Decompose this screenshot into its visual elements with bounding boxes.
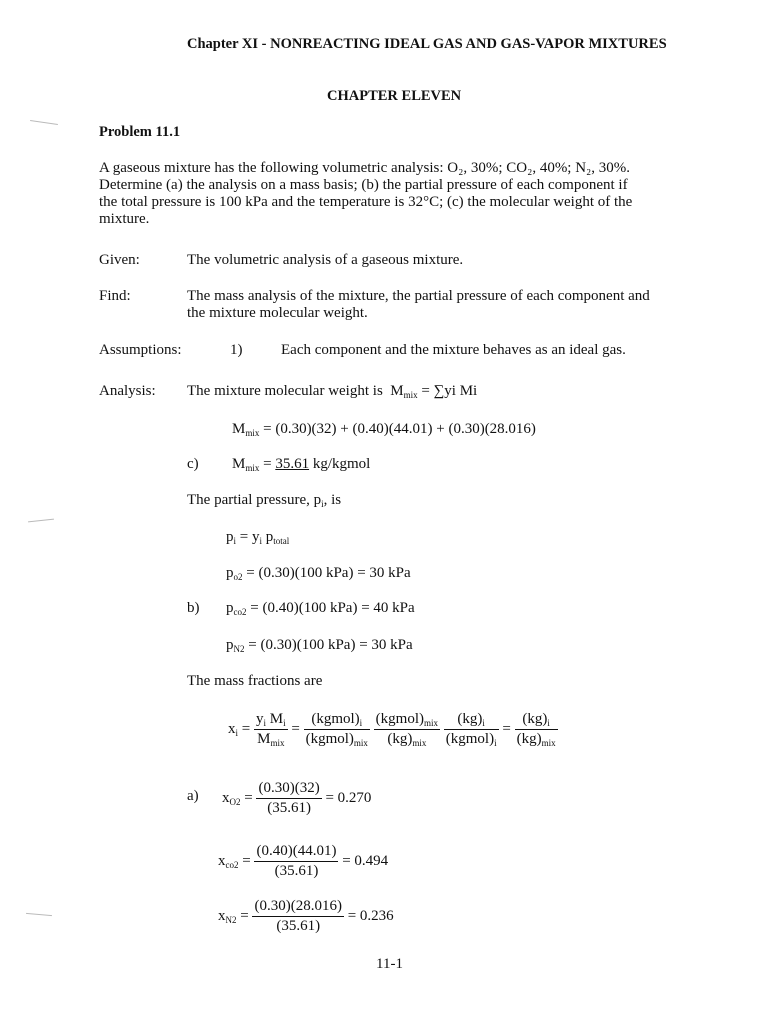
- fraction-kgmol-mix-over-kg-mix: $\frac{(kgmol)_{mix}}{(kg)_{mix}}$: [375, 711, 439, 748]
- partial-pressure-intro: The partial pressure, $p_i$, is: [187, 492, 342, 509]
- mmix-symbol: M: [232, 456, 246, 472]
- chapter-title: CHAPTER ELEVEN: [327, 88, 462, 104]
- fraction-kg-i-over-kg-mix: $\frac{(kg)_i}{(kg)_{mix}}$: [516, 711, 556, 748]
- problem-statement: [99, 160, 632, 228]
- xN2-equation: $x_{N2}$ = $\frac{(0.30)(28.016)}{(35.61)}$ = 0.236: [218, 898, 394, 934]
- mix-subscript: mix: [403, 390, 418, 400]
- mmix-symbol: M: [390, 383, 404, 399]
- answer-c-label: c): [187, 456, 199, 472]
- mix-subscript: mix: [245, 428, 260, 438]
- fraction-kgmol-i-over-kgmol-mix: $\frac{(kgmol)_i}{(kgmol)_{mix}}$: [305, 711, 368, 748]
- given-label: Given:: [99, 252, 140, 268]
- analysis-label: Analysis:: [99, 383, 156, 399]
- pO2-equation: $p_{o2} = (0.30)(100$ kPa) = 30 kPa: [226, 565, 411, 582]
- mass-fraction-definition: $x_i$ = $\frac{y_i M_i}{M_{mix}}$ = $\frac{(kgmol)_i}{(kgmol)_{mix}}$ $\frac{(kgmol)_{mix}}{(kg)_{mix}}$ $\frac{(kg)_i}{(kgmol)_i}$ = $\frac{(kg)_i}{(kg)_{mix}}$: [228, 711, 556, 748]
- mmix-symbol: M: [232, 421, 246, 437]
- scan-artifact: [30, 120, 58, 125]
- find-line-2: the mixture molecular weight.: [187, 305, 368, 321]
- xO2-fraction: $\frac{(0.30)(32)}{(35.61)}$: [258, 780, 320, 816]
- answer-a-label: a): [187, 788, 199, 804]
- problem-line-2: Determine (a) the analysis on a mass basis; (b) the partial pressure of each component if: [99, 177, 628, 193]
- pN2-equation: $p_{N2} = (0.30)(100$ kPa) = 30 kPa: [226, 637, 413, 654]
- mmix-definition: [187, 383, 477, 400]
- mass-fractions-intro: The mass fractions are: [187, 673, 323, 689]
- given-text: The volumetric analysis of a gaseous mixture.: [187, 252, 464, 268]
- mix-subscript: mix: [245, 463, 260, 473]
- find-label: Find:: [99, 288, 131, 304]
- xO2-equation: $x_{O2}$ = $\frac{(0.30)(32)}{(35.61)}$ = 0.270: [222, 780, 372, 816]
- fraction-yiMi-over-Mmix: $\frac{y_i M_i}{M_{mix}}$: [255, 711, 286, 748]
- assumption-text: Each component and the mixture behaves as an ideal gas.: [281, 342, 626, 358]
- mmix-result-unit: kg/kgmol: [312, 456, 371, 472]
- fraction-kg-i-over-kgmol-i: $\frac{(kg)_i}{(kgmol)_i}$: [445, 711, 497, 748]
- scan-artifact: [28, 519, 54, 523]
- pCO2-equation: $p_{co2} = (0.40)(100$ kPa) = 40 kPa: [226, 600, 415, 617]
- page-number: 11-1: [376, 956, 403, 972]
- problem-title: Problem 11.1: [99, 124, 181, 140]
- scan-artifact: [26, 913, 52, 916]
- partial-pressure-definition: $p_i = y_i$ $p_{total}$: [226, 529, 290, 546]
- problem-line-1: A gaseous mixture has the following volumetric analysis: O₂, 30%; CO₂, 40%; N₂, 30%.: [99, 160, 631, 176]
- mmix-result-equals: =: [263, 456, 272, 472]
- mmix-result-value: 35.61: [275, 456, 310, 472]
- mmix-calculation: [232, 421, 536, 438]
- problem-line-4: mixture.: [99, 211, 150, 227]
- mmix-calculation-rhs: = (0.30)(32) + (0.40)(44.01) + (0.30)(28.016): [263, 421, 536, 437]
- find-text: [187, 288, 650, 322]
- xCO2-equation: $x_{co2}$ = $\frac{(0.40)(44.01)}{(35.61)}$ = 0.494: [218, 843, 389, 879]
- assumptions-label: Assumptions:: [99, 342, 182, 358]
- mmix-result: [232, 456, 370, 473]
- xCO2-fraction: $\frac{(0.40)(44.01)}{(35.61)}$: [256, 843, 337, 879]
- find-line-1: The mass analysis of the mixture, the partial pressure of each component and: [187, 288, 650, 304]
- answer-b-label: b): [187, 600, 200, 616]
- mmix-definition-rhs: = ∑yi Mi: [421, 383, 478, 399]
- assumption-number: 1): [230, 342, 243, 358]
- mmix-intro: The mixture molecular weight is: [187, 383, 383, 399]
- problem-line-3: the total pressure is 100 kPa and the temperature is 32°C; (c) the molecular weight of the: [99, 194, 633, 210]
- chapter-header: Chapter XI - NONREACTING IDEAL GAS AND GAS-VAPOR MIXTURES: [187, 36, 667, 52]
- xN2-fraction: $\frac{(0.30)(28.016)}{(35.61)}$: [254, 898, 342, 934]
